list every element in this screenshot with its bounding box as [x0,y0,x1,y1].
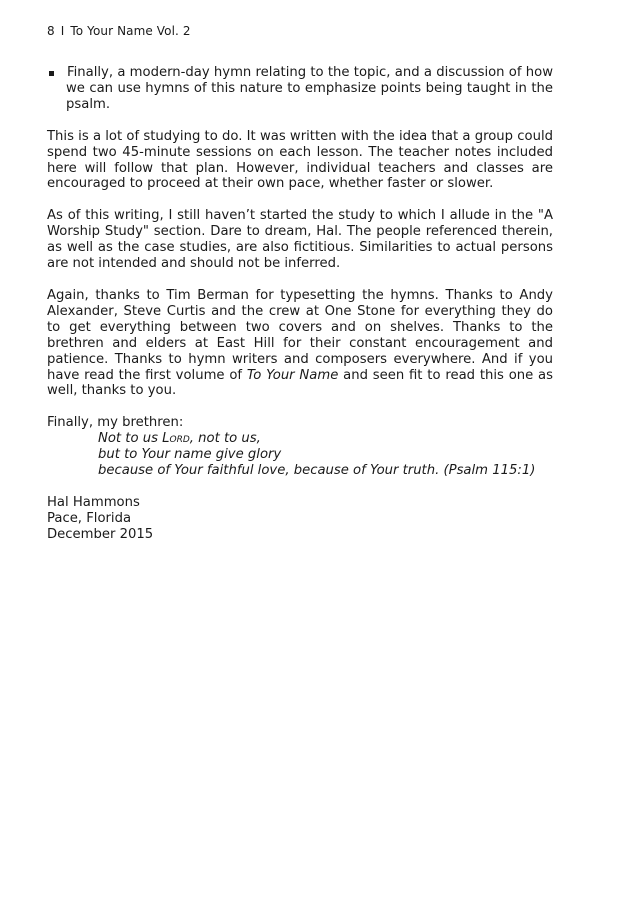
author-place: Pace, Florida [47,510,132,526]
paragraph-thanks [47,288,553,399]
square-bullet-icon [49,71,54,76]
paragraph-study-plan: This is a lot of studying to do. It was written with the idea that a group could spend two 45-minute sessions on each lesson. The teacher notes included here will follow that plan. However, individual teachers and classes are encouraged to proceed at their own pace, whether faster or slower. [47,128,553,192]
signature-block [47,495,553,543]
header-separator: I [60,24,65,38]
verse-line-1-start: Not to us [98,431,163,447]
verse-line-1-end: , not to us, [189,431,261,447]
verse-line-1 [98,431,553,447]
closing-intro: Finally, my brethren: [47,415,184,431]
body-text [47,65,553,543]
bullet-item [47,65,553,113]
verse-lord: Lord [162,431,190,447]
bullet-text: Finally, a modern-day hymn relating to the topic, and a discussion of how we can use hymns of this nature to emphasize points being taught in the psalm. [66,65,553,112]
scripture-quote [98,431,553,479]
paragraph-worship-study: As of this writing, I still haven’t started the study to which I allude in the "A Worship Study" section. Dare to dream, Hal. The people referenced therein, as well as the case studies, are also fictitious. Similarities to actual persons are not intended and should not be inferred. [47,208,553,272]
verse-line-3: because of Your faithful love, because of Your truth. (Psalm 115:1) [98,463,536,479]
running-header [47,24,191,38]
thanks-text-end: and seen fit to read this one as well, thanks to you. [47,367,553,399]
book-title: To Your Name Vol. 2 [70,24,191,38]
closing-block [47,415,553,479]
book-title-italic: To Your Name [246,367,339,383]
author-name: Hal Hammons [47,494,140,510]
verse-line-2: but to Your name give glory [98,447,282,463]
page-number: 8 [47,24,55,38]
thanks-text: Again, thanks to Tim Berman for typesetting the hymns. Thanks to Andy Alexander, Steve Curtis and the crew at One Stone for everything they do to get everything between two covers and on shelves. Thanks to the brethren and elders at East Hill for their constant encouragement and patience. Thanks to hymn writers and composers everywhere. And if you have read the first volume of [47,287,553,383]
author-date: December 2015 [47,526,154,542]
